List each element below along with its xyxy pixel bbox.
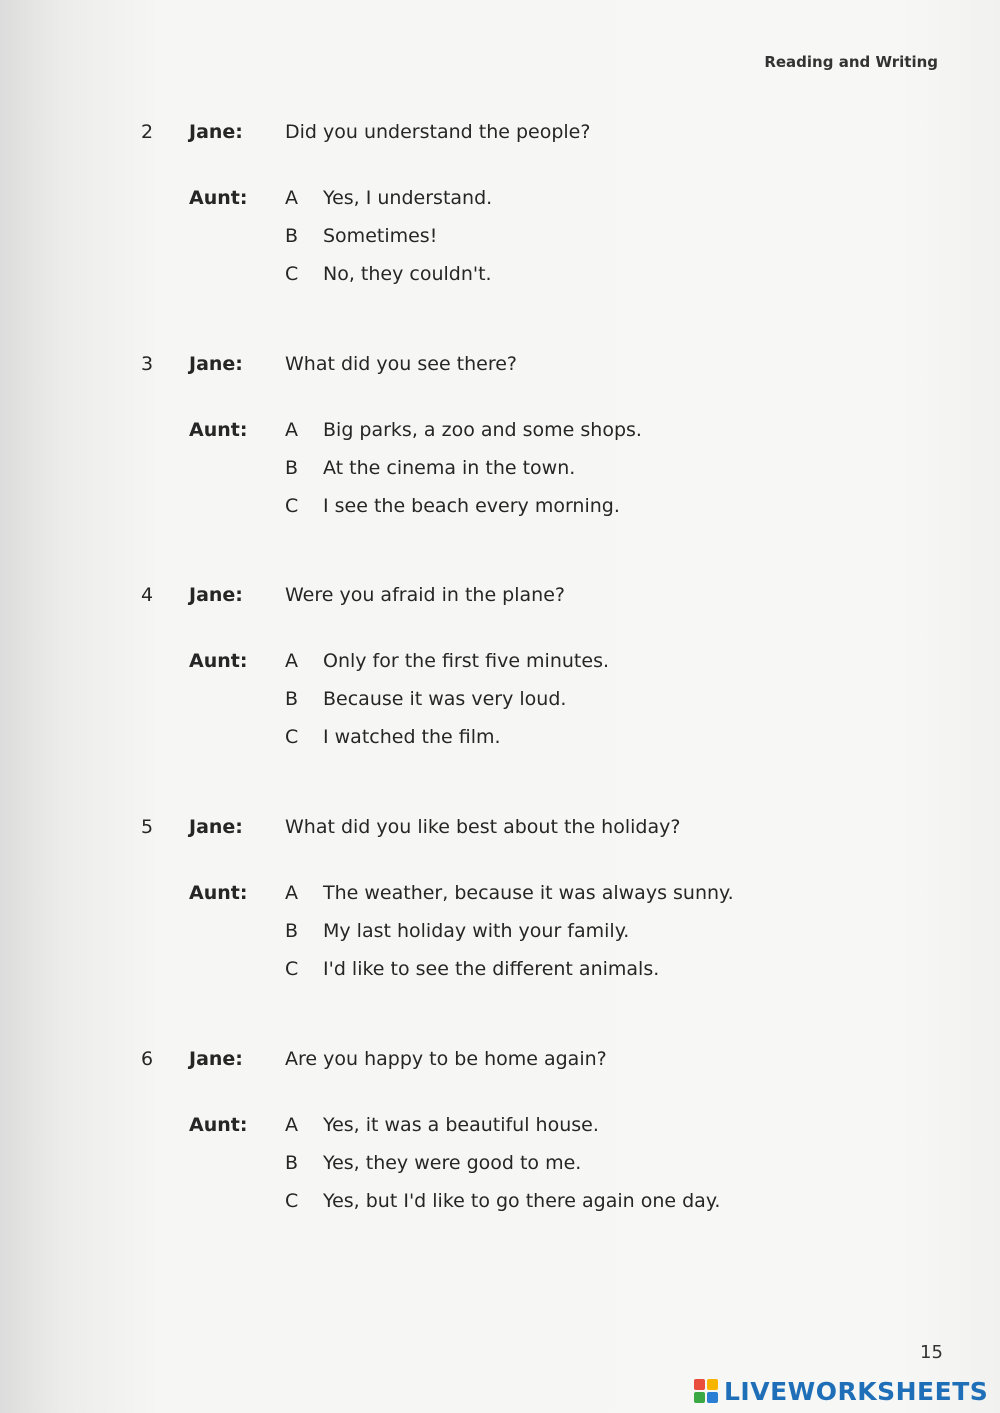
answer-option[interactable]: Yes, I understand. xyxy=(323,187,493,209)
answer-option[interactable]: Yes, it was a beautiful house. xyxy=(323,1114,599,1136)
option-letter: B xyxy=(285,920,299,942)
question-text: What did you like best about the holiday? xyxy=(285,816,681,838)
option-letter: A xyxy=(285,650,298,672)
option-letter: C xyxy=(285,263,299,285)
question-text: What did you see there? xyxy=(285,353,518,375)
answer-option[interactable]: Yes, but I'd like to go there again one day. xyxy=(323,1190,721,1212)
answer-option[interactable]: The weather, because it was always sunny. xyxy=(323,882,734,904)
answer-option[interactable]: My last holiday with your family. xyxy=(323,920,630,942)
option-letter: A xyxy=(285,1114,298,1136)
answer-option[interactable]: At the cinema in the town. xyxy=(323,457,576,479)
jane-label: Jane: xyxy=(189,816,243,838)
section-header: Reading and Writing xyxy=(764,53,938,71)
option-letter: A xyxy=(285,187,298,209)
question-number: 2 xyxy=(141,121,154,143)
question-number: 4 xyxy=(141,584,154,606)
answer-option[interactable]: Because it was very loud. xyxy=(323,688,567,710)
option-letter: C xyxy=(285,495,299,517)
question-text: Did you understand the people? xyxy=(285,121,591,143)
option-letter: C xyxy=(285,726,299,748)
option-letter: A xyxy=(285,419,298,441)
liveworksheets-footer[interactable] xyxy=(694,1374,988,1408)
aunt-label: Aunt: xyxy=(189,419,248,441)
option-letter: B xyxy=(285,688,299,710)
question-number: 3 xyxy=(141,353,154,375)
answer-option[interactable]: I see the beach every morning. xyxy=(323,495,620,517)
option-letter: C xyxy=(285,1190,299,1212)
brand-name: LIVEWORKSHEETS xyxy=(724,1376,989,1406)
answer-option[interactable]: Sometimes! xyxy=(323,225,438,247)
jane-label: Jane: xyxy=(189,121,243,143)
option-letter: B xyxy=(285,225,299,247)
option-letter: B xyxy=(285,1152,299,1174)
option-letter: B xyxy=(285,457,299,479)
liveworksheets-logo-icon xyxy=(694,1379,718,1403)
aunt-label: Aunt: xyxy=(189,1114,248,1136)
answer-option[interactable]: I watched the film. xyxy=(323,726,501,748)
option-letter: A xyxy=(285,882,298,904)
jane-label: Jane: xyxy=(189,353,243,375)
question-text: Were you afraid in the plane? xyxy=(285,584,565,606)
answer-option[interactable]: No, they couldn't. xyxy=(323,263,492,285)
answer-option[interactable]: Yes, they were good to me. xyxy=(323,1152,582,1174)
answer-option[interactable]: Big parks, a zoo and some shops. xyxy=(323,419,642,441)
question-text: Are you happy to be home again? xyxy=(285,1048,607,1070)
aunt-label: Aunt: xyxy=(189,882,248,904)
aunt-label: Aunt: xyxy=(189,650,248,672)
question-number: 6 xyxy=(141,1048,154,1070)
aunt-label: Aunt: xyxy=(189,187,248,209)
answer-option[interactable]: Only for the first five minutes. xyxy=(323,650,610,672)
option-letter: C xyxy=(285,958,299,980)
answer-option[interactable]: I'd like to see the different animals. xyxy=(323,958,660,980)
jane-label: Jane: xyxy=(189,584,243,606)
page-number: 15 xyxy=(920,1342,943,1363)
question-number: 5 xyxy=(141,816,154,838)
jane-label: Jane: xyxy=(189,1048,243,1070)
